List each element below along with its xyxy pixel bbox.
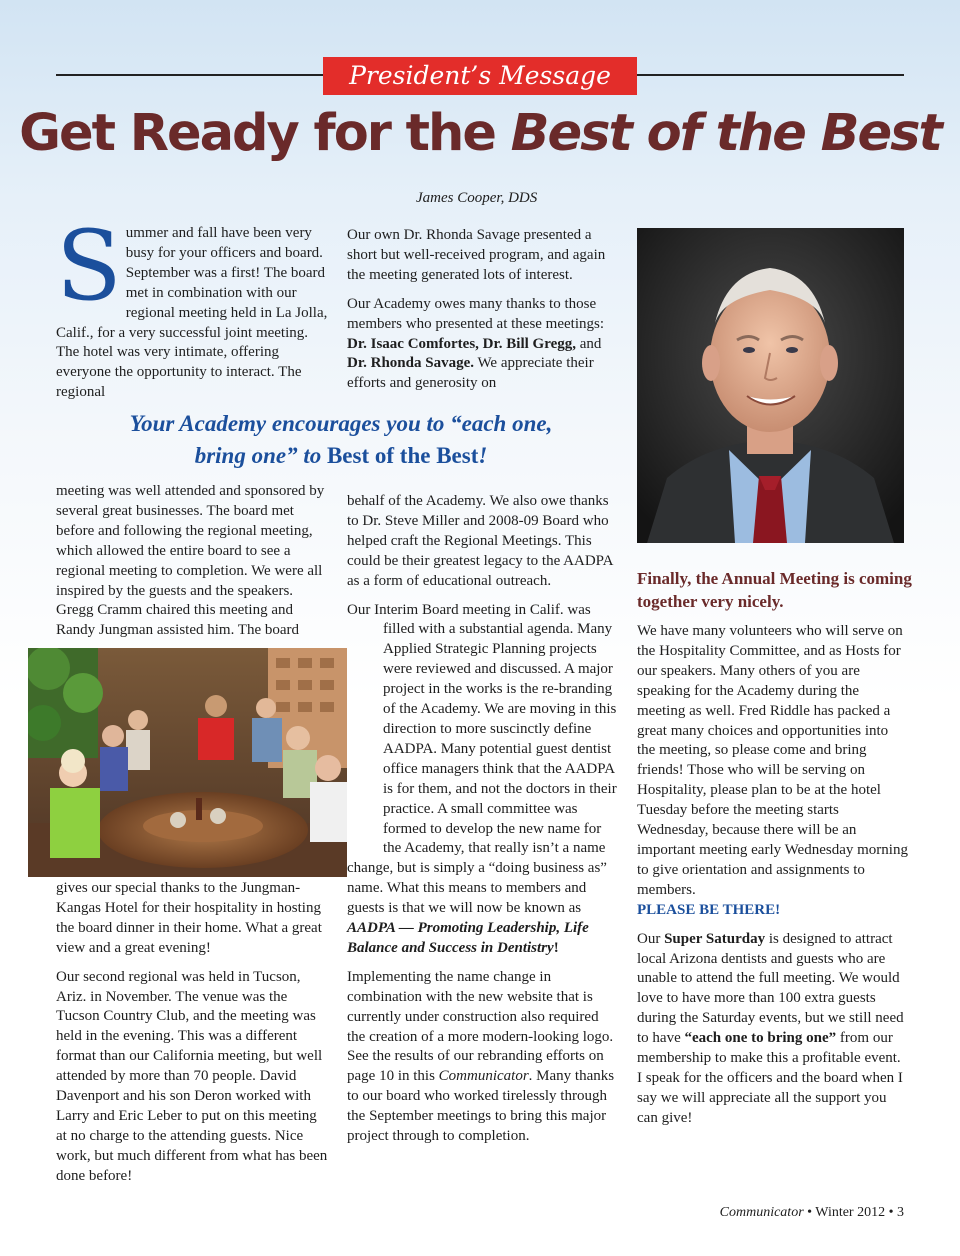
section-banner: President’s Message [323, 57, 637, 95]
pull-quote-line2b: Best of the Best [326, 443, 479, 468]
pull-quote-line2c: ! [478, 443, 488, 468]
top-rule-left [56, 74, 323, 76]
col3-p2-c: from our membership to make this a profitable event. I speak for the officers and the board when I say we will appreciate all the support you can give! [637, 1030, 903, 1126]
col3-p2-b: is designed to attract local Arizona dentists and guests who are unable to attend the full meeting. We would love to have more than 100 extra guests during the Saturday events, but we still need to have [637, 930, 904, 1047]
col2-top-p2 [347, 295, 619, 395]
portrait-illustration [637, 228, 904, 543]
col2-p2-and: and [576, 335, 602, 352]
annual-meeting-subhead: Finally, the Annual Meeting is coming together very nicely. [637, 569, 912, 611]
col2-p2-end: We appreciate their efforts and generosity on [347, 355, 594, 392]
brand-exclamation: ! [553, 939, 559, 956]
col2-top-p1: Our own Dr. Rhonda Savage presented a short but well-received program, and again the meeting generated lots of interest. [347, 227, 606, 283]
col2-mid-p3 [347, 968, 619, 1147]
pull-quote-line1: Your Academy encourages you to “each one, [129, 411, 553, 436]
new-brand-name: AADPA — Promoting Leadership, Life Balance and Success in Dentistry [347, 920, 589, 956]
col2-mid-text [347, 492, 619, 1156]
col1-top-body: ummer and fall have been very busy for your officers and board. September was a first! The board met in combination with our regional meeting held in La Jolla, Calif., for a very successful joint meeting. The hotel was very intimate, offering everyone the opportunity to interact. The regional [56, 225, 328, 401]
col3-p1: We have many volunteers who will serve on the Hospitality Committee, and as Hosts for our speakers. Many others of you are speaking for the Academy during the meeting as well. Fred Riddle has packed a great many choices and opportunities into the meeting, so please come and bring friends! Those who will be serving on Hospitality, please plan to be at the hotel Tuesday before the meeting starts Wednesday, because there will be an important meeting early Wednesday morning to give orientation and assignments to members. [637, 623, 908, 898]
top-rule-right [637, 74, 904, 76]
portrait-photo [637, 228, 904, 543]
footer-publication: Communicator [719, 1205, 804, 1220]
col2-p3-start: Implementing the name change in combination with the new website that is currently under construction also required the creation of a more modern-looking logo. See the results of our rebranding efforts on page 10 in this [347, 968, 614, 1085]
headline-emphasis: Best of the Best [510, 104, 941, 163]
pull-quote-line2 [56, 440, 626, 472]
byline: James Cooper, DDS [416, 190, 538, 206]
group-photo-illustration [28, 648, 347, 877]
page-footer [720, 1205, 904, 1221]
pull-quote [56, 408, 626, 472]
col2-p2-tail-text: change, but is simply a “doing business as” name. What this means to members and guests is that we will now be known as [347, 860, 607, 917]
col2-mid-p2-first: Our Interim Board meeting in Calif. was [347, 601, 591, 618]
col1-bottom-text [56, 879, 328, 1196]
col2-mid-p1: behalf of the Academy. We also owe thanks to Dr. Steve Miller and 2008-09 Board who helped craft the Regional Meetings. This could be their greatest legacy to the AADPA as a form of educational outreach. [347, 493, 613, 589]
col1-bottom-p1: gives our special thanks to the Jungman-Kangas Hotel for their hospitality in hosting the board dinner in their home. What a great view and a great evening! [56, 880, 322, 956]
col3-p2-a: Our [637, 930, 665, 947]
presenter-names-1: Dr. Isaac Comfortes, Dr. Bill Gregg, [347, 335, 576, 352]
footer-issue-page: • Winter 2012 • 3 [803, 1205, 904, 1220]
col1-top-text [56, 210, 328, 403]
col3-p2 [637, 930, 909, 1129]
col1-mid-text: meeting was well attended and sponsored by several great businesses. The board met before and following the regional meeting, which allowed the entire board to see a regional meeting to completion. We were all inspired by the guests and the speakers. Gregg Cramm chaired this meeting and Randy Jungman assisted him. The board [56, 483, 325, 639]
page-headline [0, 104, 960, 163]
pull-quote-line2a: bring one” to [194, 443, 327, 468]
headline-prefix: Get Ready for the [19, 104, 511, 163]
drop-cap: S [56, 210, 122, 322]
group-photo [28, 648, 347, 877]
col1-bottom-p2: Our second regional was held in Tucson, Ariz. in November. The venue was the Tucson Country Club, and the meeting was held in the evening. This was a different format than our California meeting, but well attended by more than 70 people. David Davenport and his son Deron worked with Larry and Eric Leber to put on this meeting at no charge to the attending guests. Nice work, but much different from what has been done before! [56, 968, 328, 1184]
col2-p3-end: . Many thanks to our board who worked tirelessly through the September meetings to bring this major project through to completion. [347, 1068, 615, 1145]
publication-name-inline: Communicator [438, 1068, 529, 1085]
super-saturday-label: Super Saturday [664, 930, 766, 947]
each-one-bring-one: “each one to bring one” [684, 1030, 837, 1047]
col2-mid-p2-rest: filled with a substantial agenda. Many Applied Strategic Planning projects were reviewed and discussed. A major project in the works is the re-branding of the Academy. We are moving in this direction to more suscinctly define AADPA. Many potential guest dentist office managers think that the AADPA is for them, and not the doctors in their practice. A small committee was formed to develop the new name for the Academy, that really isn’t a name [383, 621, 617, 857]
col2-mid-p2-tail [347, 859, 619, 959]
presenter-names-2: Dr. Rhonda Savage. [347, 355, 474, 372]
col2-p2-start: Our Academy owes many thanks to those members who presented at these meetings: [347, 295, 605, 332]
col3-text [637, 622, 909, 1138]
col2-top-text [347, 226, 619, 403]
call-to-action: PLEASE BE THERE! [637, 901, 781, 918]
